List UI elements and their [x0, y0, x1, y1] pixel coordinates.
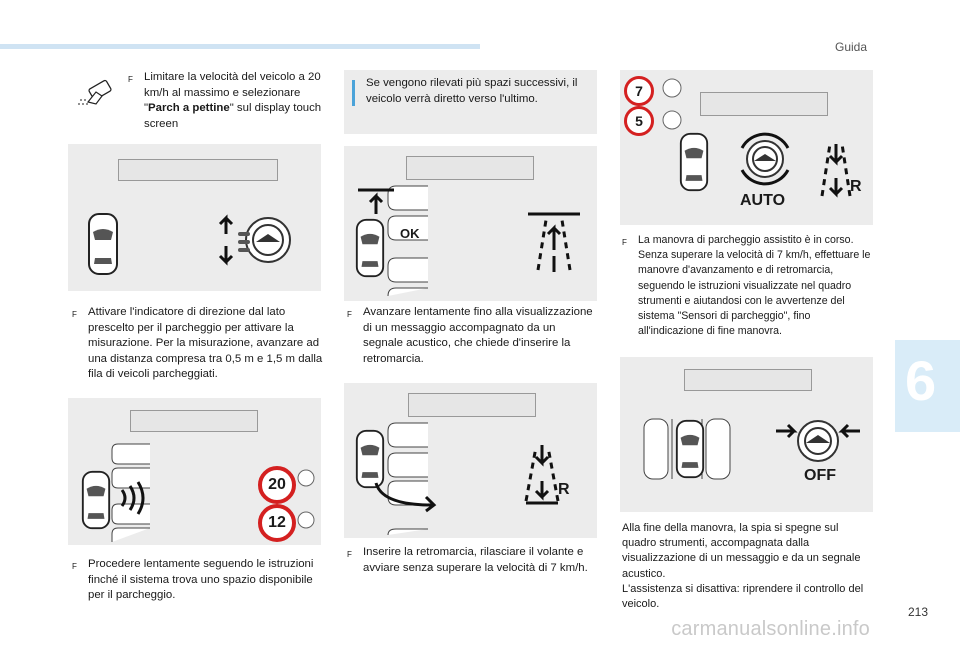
step2-bullet: F	[72, 310, 77, 319]
step2-instruction	[72, 305, 324, 383]
small-wheel-icons	[660, 76, 684, 132]
speed-low-label: 12	[268, 514, 286, 531]
figure-screen	[130, 410, 258, 432]
speed-limit-7	[624, 76, 654, 106]
figure-screen	[408, 393, 536, 417]
figure-turn-signal	[68, 144, 321, 291]
step5-text: Inserire la retromarcia, rilasciare il volante e avviare senza superare la velocità di 7 km/h.	[363, 546, 588, 574]
chapter-tab	[895, 340, 960, 432]
off-mode-label: OFF	[804, 467, 836, 484]
page-number: 213	[908, 605, 929, 619]
stop-line-arrow-icon	[354, 186, 394, 216]
step1-bullet: F	[128, 75, 133, 84]
info-note	[344, 70, 597, 134]
reverse-curve-arrow-icon	[372, 479, 442, 513]
steering-wheel-icon	[296, 466, 316, 536]
step1-text-after: " sul display touch screen	[144, 102, 322, 130]
info-note-text: Se vengono rilevati più spazi successivi, il veicolo verrà diretto verso l'ultimo.	[366, 77, 578, 105]
figure-searching-space	[68, 398, 321, 545]
parked-cars-row	[384, 419, 428, 537]
figure-auto-manoeuvre	[620, 70, 873, 225]
section-title: Guida	[835, 40, 868, 54]
figure-screen	[406, 156, 534, 180]
header-accent-bar	[0, 44, 480, 49]
forward-arrows-icon	[524, 210, 584, 276]
auto-mode-label: AUTO	[740, 192, 786, 209]
step4-text: Avanzare lentamente fino alla visualizzazione di un messaggio accompagnato da un segnale acustico, che chiede d'inserire la retromarcia.	[363, 306, 593, 365]
figure-stop-ok	[344, 146, 597, 301]
figure-screen	[700, 92, 828, 116]
speed-low-label: 5	[635, 113, 643, 129]
figure-screen	[684, 369, 812, 391]
step4-bullet: F	[347, 310, 352, 319]
speed-limit-5	[624, 106, 654, 136]
ok-label: OK	[400, 226, 420, 241]
steering-wheel-icon	[238, 212, 294, 268]
step3-bullet: F	[72, 562, 77, 571]
car-top-view-icon	[354, 216, 386, 280]
step2-text: Attivare l'indicatore di direzione dal lato prescelto per il parcheggio per attivare la misurazione. Per la misurazione, avanzare ad una distanza compresa tra 0,5 m e 1,5 m dalla fila di veicoli parcheggiati.	[88, 306, 323, 381]
speed-high-label: 20	[268, 476, 286, 493]
step1-instruction	[128, 70, 328, 132]
step5-bullet: F	[347, 550, 352, 559]
end-of-manoeuvre-text: Alla fine della manovra, la spia si spegne sul quadro strumenti, accompagnata dalla visualizzazione di un messaggio e da un segnale acustico. L'assistenza si disattiva: riprendere il controllo del veicolo.	[622, 522, 864, 611]
sensor-waves-icon	[114, 478, 154, 518]
info-note-accent	[352, 80, 355, 106]
step3-instruction	[72, 557, 324, 604]
figure-reverse	[344, 383, 597, 538]
reverse-gear-label: R	[558, 481, 570, 498]
speed-limit-12	[258, 504, 296, 542]
touchscreen-hand-icon	[76, 78, 116, 108]
reverse-gear-label: R	[850, 178, 862, 195]
car-top-view-icon	[674, 417, 706, 481]
speed-limit-20	[258, 466, 296, 504]
car-top-view-icon	[678, 130, 710, 194]
speed-high-label: 7	[635, 83, 643, 99]
step4-instruction	[347, 305, 597, 367]
chapter-number: 6	[905, 349, 937, 412]
rotating-steering-wheel-icon	[734, 128, 796, 190]
watermark: carmanualsonline.info	[671, 618, 870, 640]
car-top-view-icon	[86, 212, 120, 276]
step1-bold: Parch a pettine	[148, 102, 230, 115]
turn-arrows-icon	[216, 212, 236, 268]
step6-text: La manovra di parcheggio assistito è in corso. Senza superare la velocità di 7 km/h, effettuare le manovre d'avanzamento e di retromarcia, seguendo le istruzioni visualizzate nel quadro strumenti e aiutandosi con le avvertenze del sistema "Sensori di parcheggio", fino all'indicazione di fine manovra.	[638, 234, 871, 338]
steering-release-icon	[774, 417, 862, 467]
step3-text: Procedere lentamente seguendo le istruzioni finché il sistema trova uno spazio disponibile per il parcheggio.	[88, 558, 314, 602]
car-top-view-icon	[80, 468, 112, 532]
figure-manoeuvre-end	[620, 357, 873, 512]
step5-instruction	[347, 545, 597, 576]
figure-screen	[118, 159, 278, 181]
step1-text-before: Limitare la velocità del veicolo a 20 km/h al massimo e selezionare "	[144, 71, 321, 115]
step6-bullet: F	[622, 238, 627, 247]
step6-instruction	[622, 233, 877, 339]
